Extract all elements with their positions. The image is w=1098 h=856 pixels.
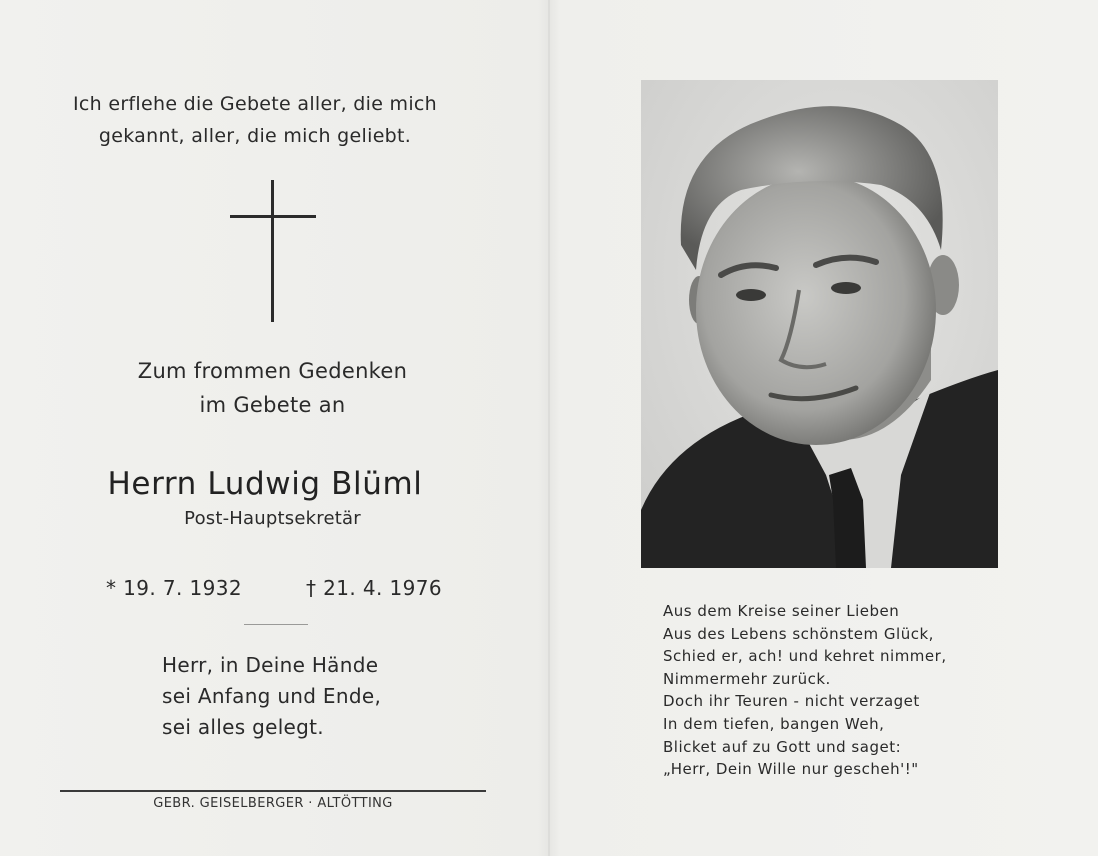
poem: [663, 600, 1023, 781]
footer-rule: [60, 790, 486, 792]
portrait-image: [641, 80, 998, 568]
poem-line: Schied er, ach! und kehret nimmer,: [663, 647, 947, 666]
opening-verse: [40, 88, 470, 152]
cross-icon: [230, 180, 316, 322]
prayer: [162, 650, 422, 743]
publisher-imprint: GEBR. GEISELBERGER · ALTÖTTING: [153, 796, 393, 811]
portrait-photo: [641, 80, 998, 568]
verse-line: Ich erflehe die Gebete aller, die mich: [73, 93, 437, 115]
birth-date: * 19. 7. 1932: [106, 576, 243, 600]
card-fold: [548, 0, 550, 856]
prayer-line: sei Anfang und Ende,: [162, 684, 382, 708]
memorial-line: Zum frommen Gedenken: [137, 359, 408, 383]
prayer-line: Herr, in Deine Hände: [162, 653, 379, 677]
prayer-line: sei alles gelegt.: [162, 715, 324, 739]
poem-line: „Herr, Dein Wille nur gescheh'!": [663, 760, 919, 779]
verse-line: gekannt, aller, die mich geliebt.: [98, 125, 412, 147]
poem-line: In dem tiefen, bangen Weh,: [663, 714, 885, 733]
deceased-title: Post-Hauptsekretär: [184, 508, 361, 529]
poem-line: Aus dem Kreise seiner Lieben: [663, 602, 900, 620]
death-date: † 21. 4. 1976: [306, 576, 443, 600]
poem-line: Nimmermehr zurück.: [663, 669, 831, 688]
memorial-line: im Gebete an: [199, 393, 346, 417]
memorial-heading: [60, 354, 485, 422]
deceased-name: Herrn Ludwig Blüml: [107, 466, 423, 502]
poem-line: Aus des Lebens schönstem Glück,: [663, 624, 934, 643]
poem-line: Doch ihr Teuren - nicht verzaget: [663, 692, 920, 711]
divider: [244, 624, 308, 625]
poem-line: Blicket auf zu Gott und saget:: [663, 737, 902, 756]
